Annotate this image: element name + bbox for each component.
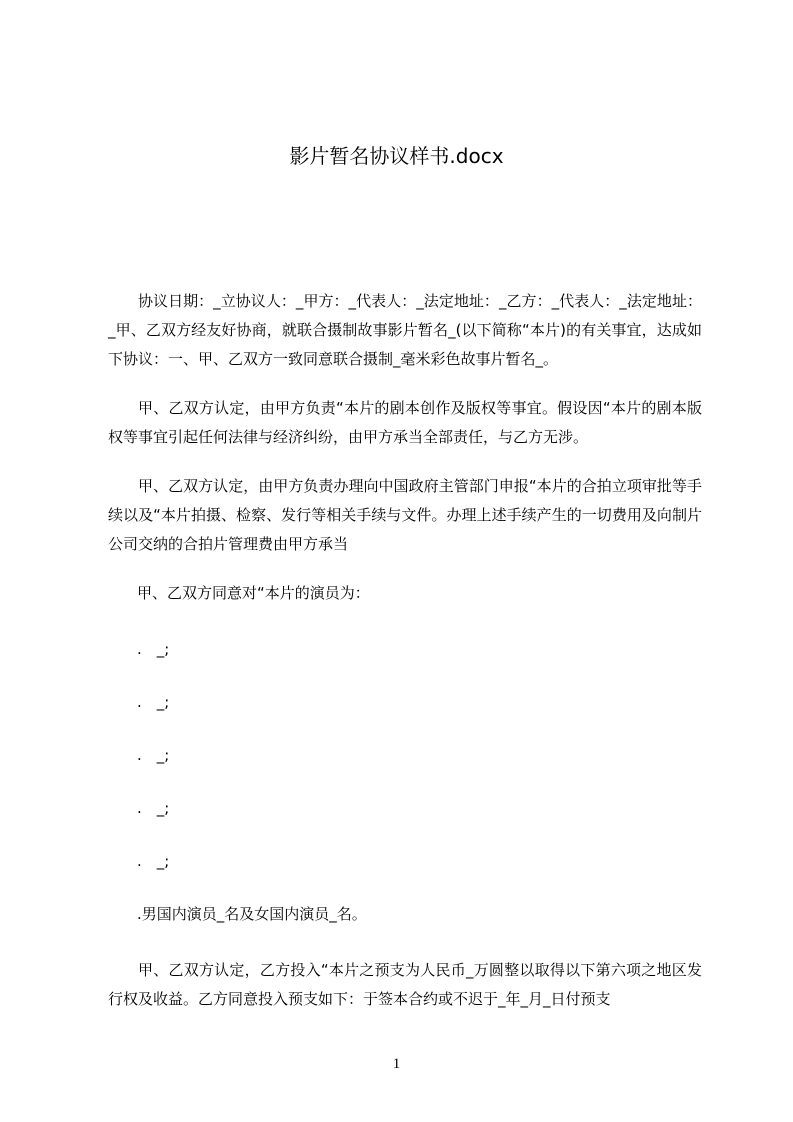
actor-line: . _;	[137, 852, 170, 870]
document-title: 影片暂名协议样书.docx	[289, 144, 504, 168]
actor-line: . _;	[137, 746, 170, 764]
paragraph-approval-procedures: 甲、乙双方认定，由甲方负责办理向中国政府主管部门申报“本片的合拍立项审批等手续以及“本片拍摄、检察、发行等相关手续与文件。办理上述手续产生的一切费用及向制片公司交纳的合拍片管理费由甲方承当	[108, 477, 702, 553]
actor-line: . _;	[137, 799, 170, 817]
paragraph-agreement-intro: 协议日期：_立协议人：_甲方：_代表人：_法定地址：_乙方：_代表人：_法定地址：_甲、乙双方经友好协商，就联合摄制故事影片暂名_(以下简称“本片)的有关事宜，达成如下协议：一、甲、乙双方一致同意联合摄制_毫米彩色故事片暂名_。	[108, 292, 702, 368]
paragraph-actors-intro: 甲、乙双方同意对“本片的演员为：	[137, 584, 370, 602]
actor-line: . _;	[137, 693, 170, 711]
paragraph-actor-count: .男国内演员_名及女国内演员_名。	[137, 905, 367, 923]
paragraph-investment: 甲、乙双方认定，乙方投入“本片之预支为人民币_万圆整以取得以下第六项之地区发行权及收益。乙方同意投入预支如下：于签本合约或不迟于_年_月_日付预支	[108, 961, 702, 1008]
paragraph-script-copyright: 甲、乙双方认定，由甲方负责“本片的剧本创作及版权等事宜。假设因“本片的剧本版权等事宜引起任何法律与经济纠纷，由甲方承当全部责任，与乙方无涉。	[108, 399, 702, 446]
actor-line: . _;	[137, 640, 170, 658]
page-number: 1	[392, 1056, 401, 1072]
